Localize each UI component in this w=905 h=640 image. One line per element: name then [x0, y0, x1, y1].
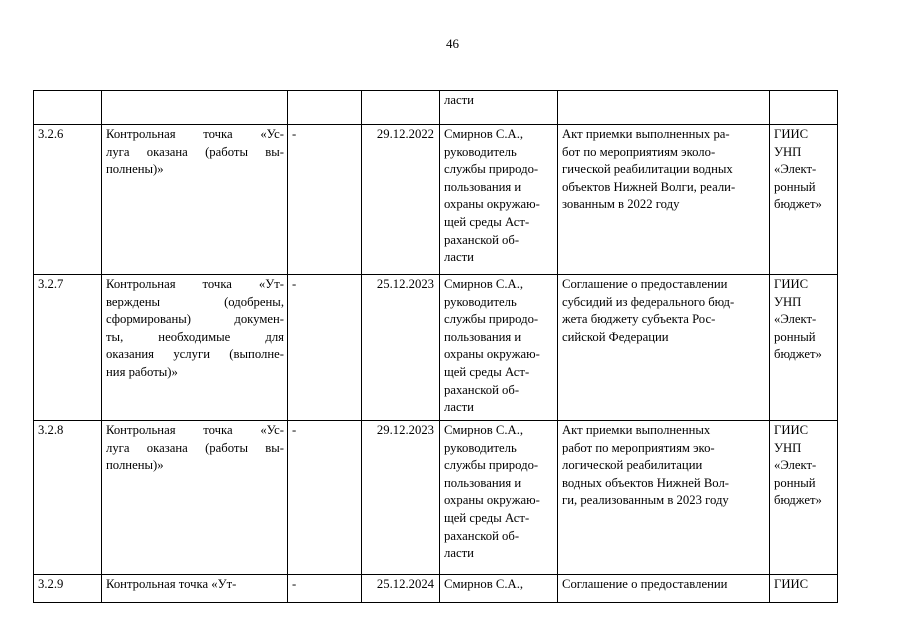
cell-line: «Элект- — [774, 162, 817, 177]
cell-name — [102, 275, 288, 421]
cell-line: ласти — [444, 400, 474, 415]
cell-line: Смирнов С.А., — [444, 127, 524, 141]
cell-line: Контрольная точка «Ус- — [106, 127, 284, 141]
cell-prev: - — [288, 575, 362, 603]
cell-document — [558, 575, 770, 603]
cell-line: ласти — [444, 93, 474, 107]
cell-line: пользования и — [444, 475, 522, 490]
cell-system — [770, 575, 838, 603]
table-row — [34, 125, 838, 275]
cell-line: Смирнов С.А., — [444, 577, 524, 591]
cell-line: службы природо- — [444, 162, 539, 177]
cell-prev: - — [288, 421, 362, 575]
cell-line: щей среды Аст- — [444, 214, 530, 229]
cell-line: гической реабилитации водных — [562, 162, 733, 177]
cell-line: «Элект- — [774, 458, 817, 473]
cell-line: Смирнов С.А., — [444, 277, 524, 291]
cell-line: зованным в 2022 году — [562, 197, 680, 212]
cell-date: 29.12.2022 — [362, 125, 440, 275]
cell-line: Акт приемки выполненных ра- — [562, 127, 730, 141]
cell-line: бюджет» — [774, 347, 822, 362]
table-row-continuation — [34, 91, 838, 125]
cell-id: 3.2.9 — [34, 575, 102, 603]
plan-table — [33, 90, 838, 603]
cell-line: раханской об- — [444, 382, 520, 397]
cell-responsible — [440, 421, 558, 575]
table-body — [34, 91, 838, 603]
cell-system — [770, 421, 838, 575]
cell-line: сформированы) докумен- — [106, 312, 284, 327]
cell-line: Контрольная точка «Ус- — [106, 423, 284, 437]
cell-line: работ по мероприятиям эко- — [562, 440, 715, 455]
cell-line: службы природо- — [444, 458, 539, 473]
cell-line: бюджет» — [774, 493, 822, 508]
cell-name — [102, 91, 288, 125]
cell-line: ласти — [444, 250, 474, 265]
cell-date — [362, 91, 440, 125]
cell-line: щей среды Аст- — [444, 510, 530, 525]
cell-line: объектов Нижней Волги, реали- — [562, 179, 736, 194]
cell-date: 25.12.2023 — [362, 275, 440, 421]
cell-line: луга оказана (работы вы- — [106, 440, 284, 455]
cell-line: луга оказана (работы вы- — [106, 144, 284, 159]
cell-line: Контрольная точка «Ут- — [106, 577, 237, 591]
cell-responsible — [440, 125, 558, 275]
cell-line: бюджет» — [774, 197, 822, 212]
cell-line: УНП — [774, 294, 802, 309]
cell-line: руководитель — [444, 440, 517, 455]
cell-document — [558, 275, 770, 421]
cell-line: раханской об- — [444, 528, 520, 543]
cell-responsible — [440, 575, 558, 603]
cell-line: ронный — [774, 179, 816, 194]
cell-id: 3.2.6 — [34, 125, 102, 275]
cell-line: охраны окружаю- — [444, 493, 540, 508]
cell-prev — [288, 91, 362, 125]
cell-line: сийской Федерации — [562, 329, 669, 344]
cell-line: УНП — [774, 440, 802, 455]
cell-date: 29.12.2023 — [362, 421, 440, 575]
cell-line: ронный — [774, 329, 816, 344]
table-row — [34, 575, 838, 603]
cell-date: 25.12.2024 — [362, 575, 440, 603]
cell-line: Контрольная точка «Ут- — [106, 277, 284, 291]
cell-line: оказания услуги (выполне- — [106, 347, 284, 362]
cell-name — [102, 421, 288, 575]
cell-line: раханской об- — [444, 232, 520, 247]
cell-line: охраны окружаю- — [444, 197, 540, 212]
cell-id: 3.2.7 — [34, 275, 102, 421]
cell-system — [770, 275, 838, 421]
cell-responsible — [440, 91, 558, 125]
cell-line: субсидий из федерального бюд- — [562, 294, 735, 309]
cell-line: верждены (одобрены, — [106, 294, 284, 309]
cell-system — [770, 125, 838, 275]
cell-id: 3.2.8 — [34, 421, 102, 575]
table-row — [34, 275, 838, 421]
cell-prev: - — [288, 125, 362, 275]
cell-line: ги, реализованным в 2023 году — [562, 493, 729, 508]
cell-line: «Элект- — [774, 312, 817, 327]
cell-responsible — [440, 275, 558, 421]
cell-line: полнены)» — [106, 162, 164, 177]
cell-line: ГИИС — [774, 127, 809, 141]
cell-line: ГИИС — [774, 577, 809, 591]
cell-line: пользования и — [444, 329, 522, 344]
cell-system — [770, 91, 838, 125]
cell-line: Соглашение о предоставлении — [562, 277, 728, 291]
cell-line: Соглашение о предоставлении — [562, 577, 728, 591]
cell-document — [558, 125, 770, 275]
cell-line: щей среды Аст- — [444, 364, 530, 379]
cell-line: ГИИС — [774, 277, 809, 291]
cell-line: руководитель — [444, 294, 517, 309]
cell-prev: - — [288, 275, 362, 421]
cell-line: пользования и — [444, 179, 522, 194]
cell-line: Смирнов С.А., — [444, 423, 524, 437]
cell-line: водных объектов Нижней Вол- — [562, 475, 730, 490]
cell-line: ГИИС — [774, 423, 809, 437]
cell-line: полнены)» — [106, 458, 164, 473]
cell-line: ласти — [444, 546, 474, 561]
cell-line: бот по мероприятиям эколо- — [562, 144, 716, 159]
cell-name — [102, 125, 288, 275]
cell-line: Акт приемки выполненных — [562, 423, 711, 437]
cell-document — [558, 421, 770, 575]
cell-name — [102, 575, 288, 603]
cell-line: УНП — [774, 144, 802, 159]
cell-line: охраны окружаю- — [444, 347, 540, 362]
cell-line: службы природо- — [444, 312, 539, 327]
cell-line: жета бюджету субъекта Рос- — [562, 312, 716, 327]
cell-id — [34, 91, 102, 125]
cell-line: руководитель — [444, 144, 517, 159]
table-row — [34, 421, 838, 575]
cell-line: ронный — [774, 475, 816, 490]
cell-line: ния работы)» — [106, 364, 178, 379]
cell-line: логической реабилитации — [562, 458, 703, 473]
page-number: 46 — [446, 36, 459, 51]
cell-line: ты, необходимые для — [106, 329, 284, 344]
cell-document — [558, 91, 770, 125]
